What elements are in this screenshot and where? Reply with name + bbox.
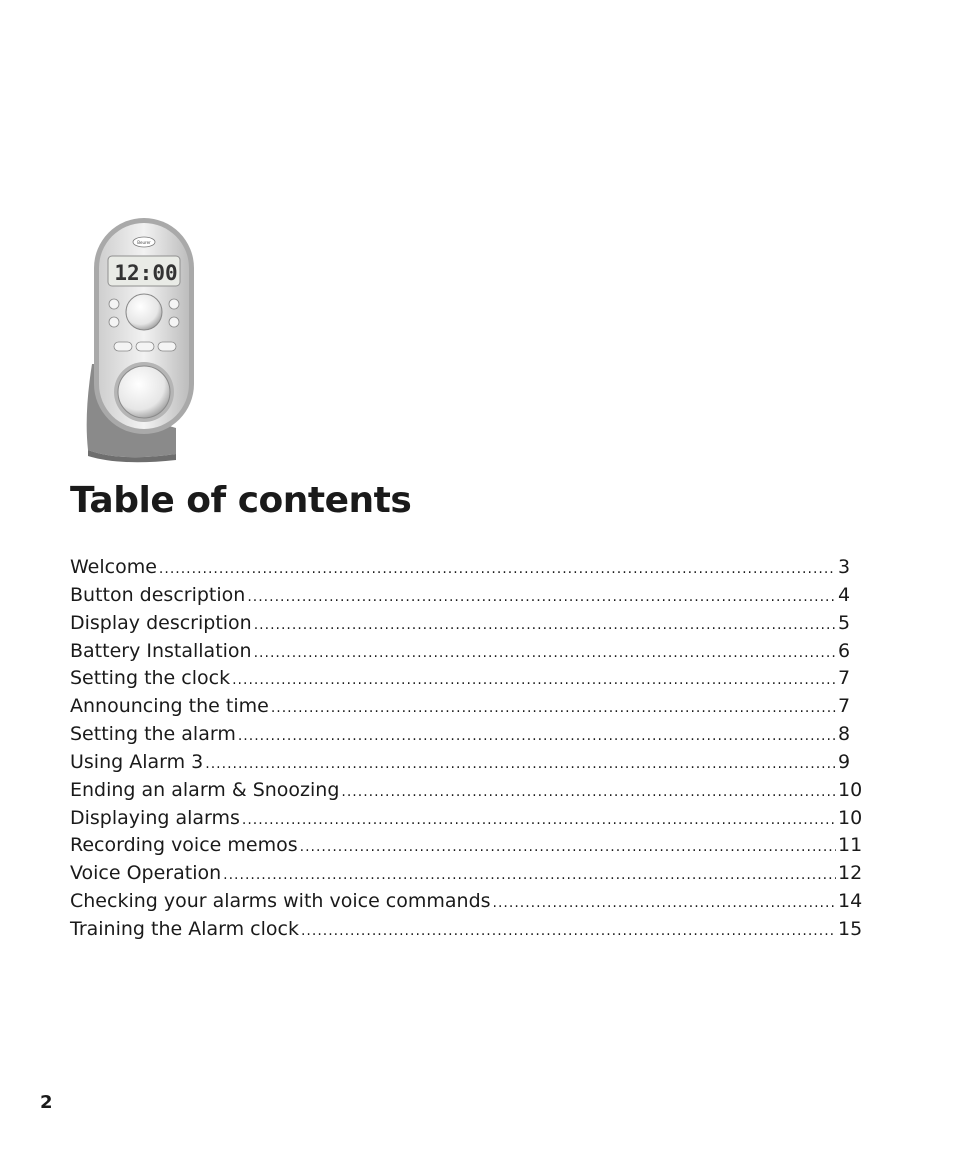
toc-entry-page: 10 (838, 778, 863, 801)
toc-entry-label: Battery Installation (70, 639, 252, 662)
toc-entry[interactable] (70, 888, 866, 916)
toc-entry-label: Using Alarm 3 (70, 750, 204, 773)
toc-entry[interactable] (70, 554, 866, 582)
toc-entry-page: 11 (838, 834, 863, 857)
toc-dot-leader (300, 834, 836, 862)
brand-logo-text: Beurer (137, 240, 151, 245)
toc-dot-leader (205, 751, 836, 779)
toc-dot-leader (493, 890, 836, 918)
toc-entry-label: Announcing the time (70, 695, 269, 718)
toc-entry[interactable] (70, 610, 866, 638)
toc-dot-leader (247, 584, 836, 612)
toc-entry[interactable] (70, 749, 866, 777)
toc-entry-label: Training the Alarm clock (70, 917, 299, 940)
toc-entry-label: Checking your alarms with voice commands (70, 890, 491, 913)
toc-entry-label: Recording voice memos (70, 834, 298, 857)
toc-dot-leader (232, 667, 836, 695)
toc-entry[interactable] (70, 832, 866, 860)
toc-entry-page: 3 (838, 556, 851, 578)
toc-entry-page: 4 (838, 583, 851, 606)
toc-dot-leader (254, 612, 836, 640)
toc-entry[interactable] (70, 916, 866, 944)
toc-entry[interactable] (70, 721, 866, 749)
toc-entry-page: 14 (838, 890, 863, 913)
toc-dot-leader (238, 723, 836, 751)
toc-entry-page: 12 (838, 862, 863, 885)
toc-entry[interactable] (70, 860, 866, 888)
toc-entry-label: Setting the clock (70, 667, 231, 690)
toc-entry-page: 9 (838, 750, 851, 773)
toc-entry-page: 7 (838, 667, 851, 690)
toc-entry[interactable] (70, 638, 866, 666)
page-number: 2 (40, 1092, 53, 1113)
toc-dot-leader (301, 918, 836, 946)
toc-entry-page: 8 (838, 723, 851, 746)
toc-entry-label: Ending an alarm & Snoozing (70, 778, 340, 801)
toc-dot-leader (254, 640, 836, 668)
toc-entry[interactable] (70, 777, 866, 805)
toc-entry-page: 7 (838, 695, 851, 718)
toc-dot-leader (223, 862, 836, 890)
toc-dot-leader (341, 779, 836, 807)
toc-entry[interactable] (70, 665, 866, 693)
toc-dot-leader (271, 695, 836, 723)
page-title: Table of contents (70, 480, 412, 521)
toc-entry-label: Welcome (70, 556, 157, 578)
toc-dot-leader (242, 807, 836, 835)
toc-entry-page: 10 (838, 806, 863, 829)
toc-entry-page: 15 (838, 917, 863, 940)
toc-entry[interactable] (70, 693, 866, 721)
toc-entry-page: 6 (838, 639, 851, 662)
table-of-contents (70, 554, 866, 944)
toc-entry-label: Button description (70, 583, 246, 606)
toc-entry[interactable] (70, 582, 866, 610)
toc-entry-label: Setting the alarm (70, 723, 236, 746)
display-time-text: 12:00 (114, 261, 178, 285)
toc-dot-leader (159, 556, 836, 584)
toc-entry-label: Voice Operation (70, 862, 222, 885)
toc-entry-page: 5 (838, 611, 851, 634)
toc-entry-label: Display description (70, 611, 252, 634)
toc-entry[interactable] (70, 805, 866, 833)
alarm-clock-illustration (80, 214, 210, 464)
toc-entry-label: Displaying alarms (70, 806, 240, 829)
